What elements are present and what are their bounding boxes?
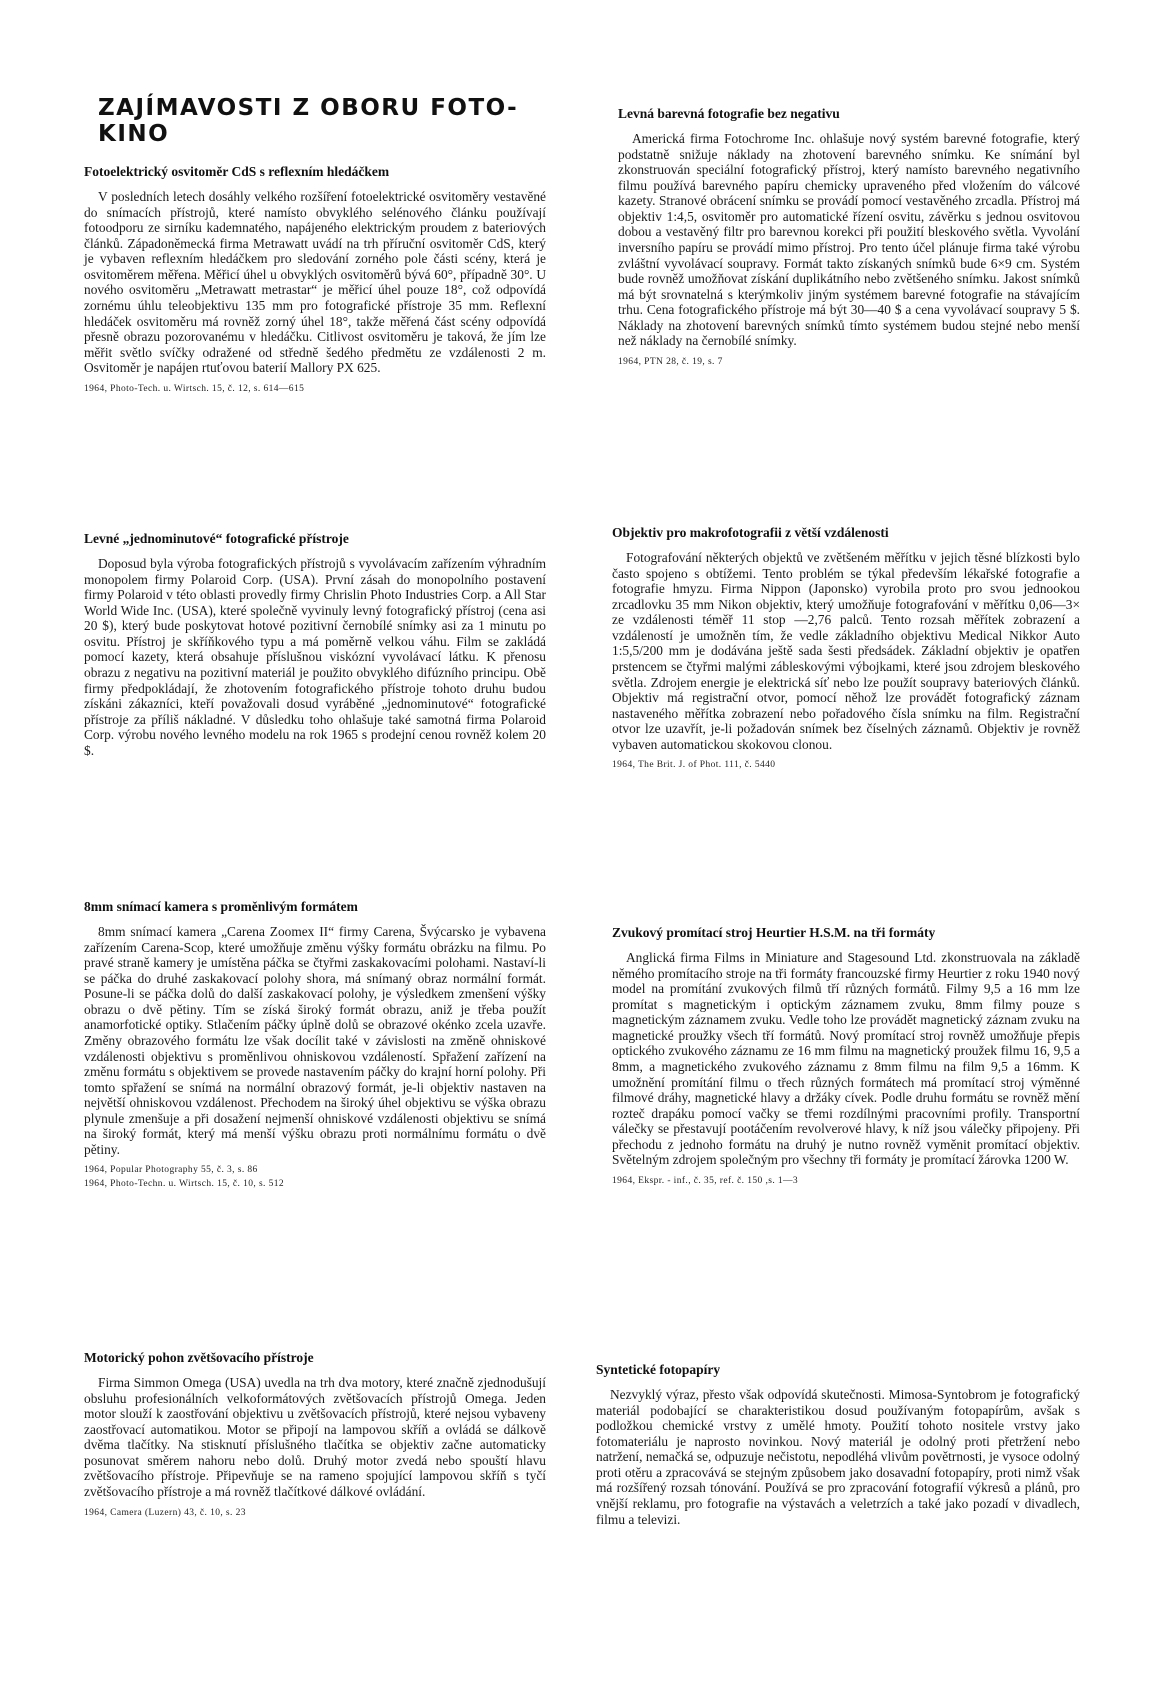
- article-body: V posledních letech dosáhly velkého rozšíření fotoelektrické osvitoměry vestavěné do snímacích přístrojů, které namísto obvyklého selénového článku používají fotoodporu ze sirníku kademnatého, napájeného elektrickým proudem z bateriových článků. Západoněmecká firma Metrawatt uvádí na trh příruční osvitoměr CdS, který je vybaven reflexním hledáčkem pro sledování zorného pole části scény, která je osvitoměrem měřena. Měřicí úhel u obvyklých osvitoměrů bývá 60°, případně 30°. U nového osvitoměru „Metrawatt metrastar“ je měřicí úhel pouze 18°, což odpovídá zornému úhlu teleobjektivu 135 mm pro fotografické přístroje 35 mm. Reflexní hledáček osvitoměru má rovněž zorný úhel 18°, takže měřená část scény odpovídá přesně obrazu pozorovanému v hledáčku. Citlivost osvitoměru je taková, že jím lze měřit světlo svíčky odražené od středně šedého předmětu ze vzdálenosti 2 m. Osvitoměr je napájen rtuťovou baterií Mallory PX 625.: [84, 189, 546, 376]
- article-heading: Zvukový promítací stroj Heurtier H.S.M. na tři formáty: [612, 925, 936, 940]
- article-body: Fotografování některých objektů ve zvětšeném měřítku v jejich těsné blízkosti bylo často spojeno s obtížemi. Tento problém se týkal především lékařské fotografie a fotografie hmyzu. Firma Nippon (Japonsko) vyrobila proto pro svou jednookou zrcadlovku 35 mm Nikon objektiv, který umožňuje fotografování v měřítku 0,06—3× ze vzdálenosti téměř 11 stop —2,76 palců. Tento rozsah měřítek zobrazení a vzdáleností je umožněn tím, že vedle základního objektivu Medical Nikkor Auto 1:5,5/200 mm je dodávána ještě sada šesti předsádek. Základní objektiv je opatřen prstencem se čtyřmi malými zábleskovými výbojkami, které jsou zdrojem bleskového světla. Zdrojem energie je elektrická síť nebo lze použít soupravy bateriových článků. Objektiv má registrační otvor, pomocí něhož lze provádět fotografický záznam nastaveného měřítka zobrazení nebo pořadového čísla snímku na film. Registrační otvor lze uzavřít, je-li požadován snímek bez číselných záznamů. Objektiv je rovněž vybaven automatickou skokovou clonou.: [612, 550, 1080, 752]
- article-color-photo-without-negative: [618, 106, 1080, 368]
- article-body: Americká firma Fotochrome Inc. ohlašuje nový systém barevné fotografie, který podstatně snižuje náklady na zhotovení barevného snímku. Ke snímání byl zkonstruován speciální fotografický přístroj, který namísto barevného negativního filmu používá barevného papíru chemicky upraveného před vložením do válcové kazety. Stranové obrácení snímku se provádí pomocí vestavěného zrcadla. Přístroj má objektiv 1:4,5, osvitoměr pro automatické řízení osvitu, závěrku s jednou osvitovou dobou a vestavěný filtr pro barevnou korekci při použití bleskového světla. Vyvolání inversního papíru se provádí mimo přístroj. Pro tento účel plánuje firma také výrobu zvláštní vyvolávací soupravy. Formát takto získaných snímků bude 6×9 cm. Systém bude rovněž umožňovat získání duplikátního nebo zvětšeného snímku. Jakost snímků má být srovnatelná s kterýmkoliv jiným systémem barevné fotografie na stávajícím trhu. Cena fotografického přístroje má být 30—40 $ a cena vyvolávací soupravy 5 $. Náklady na zhotovení barevných snímků tímto systémem budou stejné nebo menší než náklady na černobílé snímky.: [618, 131, 1080, 349]
- article-body: Doposud byla výroba fotografických přístrojů s vyvolávacím zařízením výhradním monopolem firmy Polaroid Corp. (USA). První zásah do monopolního postavení firmy Polaroid v této oblasti provedly firmy Chrislin Photo Industries Corp. a All Star World Wide Inc. (USA), které společně vyvinuly levný fotografický přístroj (cena asi 20 $), který bude poskytovat hotové pozitivní černobílé snímky asi za 1 minutu po osvitu. Přístroj je skříňkového typu a má poměrně velkou váhu. Film se zakládá pomocí kazety, která obsahuje příslušnou viskózní vyvolávací látku. K přenosu obrazu z negativu na pozitivní materiál je použito obvyklého difúzního principu. Obě firmy předpokládají, že zhotovením fotografického přístroje tohoto druhu budou získáni zákazníci, kteří považovali dosud vyráběné „jednominutové“ fotografické přístroje za příliš nákladné. V důsledku toho ohlašuje také samotná firma Polaroid Corp. výrobu nového levného modelu na rok 1965 s prodejní cenou rovněž kolem 20 $.: [84, 556, 546, 758]
- article-heading: Levná barevná fotografie bez negativu: [618, 106, 840, 121]
- article-one-minute-cameras: [84, 531, 546, 758]
- article-reference: 1964, Camera (Luzern) 43, č. 10, s. 23: [84, 1507, 246, 1518]
- article-heading: Objektiv pro makrofotografii z větší vzdálenosti: [612, 525, 889, 540]
- article-heading: Levné „jednominutové“ fotografické přístroje: [84, 531, 349, 546]
- article-8mm-camera: [84, 899, 546, 1190]
- article-heading: Motorický pohon zvětšovacího přístroje: [84, 1350, 314, 1365]
- article-reference: 1964, Ekspr. - inf., č. 35, ref. č. 150 ,s. 1—3: [612, 1175, 799, 1186]
- article-body: Firma Simmon Omega (USA) uvedla na trh dva motory, které značně zjednodušují obsluhu profesionálních velkoformátových zvětšovacích přístrojů Omega. Jeden motor slouží k zaostřování objektivu u zvětšovacích přístrojů, které nejsou vybaveny zaostřovací automatikou. Motor se připojí na lampovou skříň a ovládá se dálkově dvěma tlačítky. Na stisknutí příslušného tlačítka se objektiv začne automaticky posunovat směrem nahoru nebo dolů. Druhý motor zvedá nebo spouští hlavu zvětšovacího přístroje. Připevňuje se na rameno spojující lampovou skříň s tyčí zvětšovacího přístroje a má rovněž tlačítkové dálkové ovládání.: [84, 1375, 546, 1500]
- article-heading: Syntetické fotopapíry: [596, 1362, 721, 1377]
- article-reference: 1964, PTN 28, č. 19, s. 7: [618, 356, 723, 367]
- article-heading: 8mm snímací kamera s proměnlivým formátem: [84, 899, 358, 914]
- page-title: ZAJÍMAVOSTI Z OBORU FOTO-KINO: [98, 95, 519, 147]
- article-body: 8mm snímací kamera „Carena Zoomex II“ firmy Carena, Švýcarsko je vybavena zařízením Carena-Scop, které umožňuje změnu výšky formátu obrázku na filmu. Po pravé straně kamery je umístěna páčka se čtyřmi zaskakovacími polohami. Nastaví-li se páčka do druhé zaskakovací polohy shora, má snímaný obraz normální formát. Posune-li se páčka dolů do další zaskakovací polohy, je výsledkem zmenšení výšky obrazu o dvě pětiny. Tím se získá široký formát obrazu, aniž je třeba použít anamorfotické optiky. Stlačením páčky úplně dolů se obrazové okénko zcela uzavře. Změny obrazového formátu lze však docílit také v závislosti na změně ohniskové vzdálenosti objektivu s proměnlivou ohniskovou vzdáleností. Spřažení zařízení na změnu formátu s objektivem se provede nastavením páčky do krajní horní polohy. Při tomto spřažení se snímá na normální obrazový formát, je-li objektiv nastaven na největší ohniskovou vzdálenost. Přechodem na široký úhel objektivu se výška obrazu plynule zmenšuje a při dosažení nejmenší ohniskové vzdálenosti objektivu se snímá na široký formát, který má menší výšku obrazu proti normálnímu formátu o dvě pětiny.: [84, 924, 546, 1157]
- article-enlarger-motor: [84, 1350, 546, 1519]
- article-reference: 1964, Photo-Techn. u. Wirtsch. 15, č. 10, s. 512: [84, 1179, 285, 1190]
- article-reference: 1964, The Brit. J. of Phot. 111, č. 5440: [612, 760, 776, 771]
- article-reference: 1964, Photo-Tech. u. Wirtsch. 15, č. 12, s. 614—615: [84, 383, 305, 394]
- article-body: Nezvyklý výraz, přesto však odpovídá skutečnosti. Mimosa-Syntobrom je fotografický materiál podobající se charakteristikou dosud používaným fotopapírům, avšak s podložkou chemické vrstvy z umělé hmoty. Použití tohoto nositele vrstvy jako fotomateriálu je naprosto novinkou. Nový materiál je odolný proti přetržení nebo natržení, nemačká se, odpuzuje nečistotu, nepodléhá vlivům povětrnosti, je vysoce odolný proti otěru a zpracovává se stejným způsobem jako dosavadní fotopapíry, proti nimž však má rozšířený rozsah tónování. Používá se pro zpracování fotografií výkresů a plánů, pro vnější reklamu, pro fotografie na výstavách a veletrzích a také jako pozadí v divadlech, filmu a televizi.: [596, 1387, 1080, 1527]
- article-synthetic-photo-paper: [596, 1362, 1080, 1527]
- article-heading: Fotoelektrický osvitoměr CdS s reflexním hledáčkem: [84, 164, 390, 179]
- article-reference: 1964, Popular Photography 55, č. 3, s. 86: [84, 1165, 258, 1176]
- article-cds-light-meter: [84, 164, 546, 395]
- article-heurtier-projector: [612, 925, 1080, 1187]
- article-body: Anglická firma Films in Miniature and Stagesound Ltd. zkonstruovala na základě němého promítacího stroje na tři formáty francouzské firmy Heurtier z roku 1940 nový model na promítání zvukových filmů tří různých formátů. Filmy 9,5 a 16 mm lze promítat s magnetickým i optickým záznamem zvuku, 8mm filmy pouze s magnetickým záznamem zvuku. Vedle toho lze provádět magnetický záznam zvuku na magnetické proužky všech tří formátů. Nový promítací stroj rovněž umožňuje přepis optického zvukového záznamu ze 16 mm filmu na magnetický proužek filmu 16, 9,5 a 8mm, a magnetického zvukového záznamu z 8mm filmu na film 9,5 a 16mm. K umožnění promítání filmu o třech různých formátech má promítací stroj výměnné filmové dráhy, magnetické hlavy a držáky cívek. Podle druhu formátu se rovněž mění rozteč drapáku pomocí vačky se třemi rozdílnými pracovními profily. Transportní válečky se přestavují pootáčením revolverové hlavy, k níž jsou válečky připojeny. Při přechodu z jednoho formátu na druhý je nutno rovněž vyměnit promítací objektiv. Světelným zdrojem společným pro všechny tři formáty je promítací žárovka 1200 W.: [612, 950, 1080, 1168]
- article-macro-lens: [612, 525, 1080, 771]
